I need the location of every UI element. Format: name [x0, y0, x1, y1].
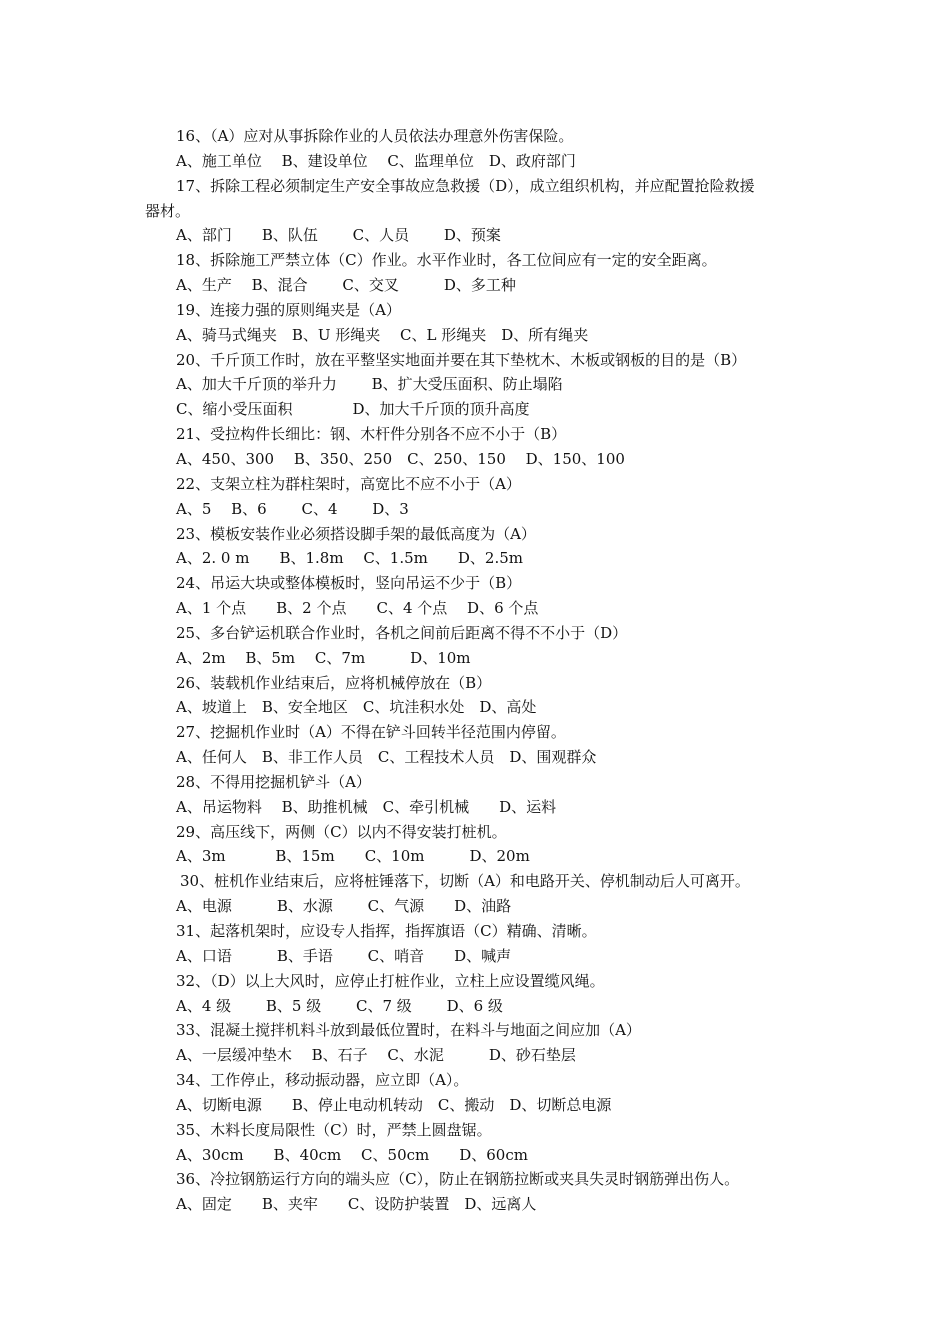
question-19: 19、连接力强的原则绳夹是（A） [176, 300, 401, 319]
options-23: A、2. 0 m B、1.8m C、1.5m D、2.5m [176, 549, 523, 568]
question-29: 29、高压线下，两侧（C）以内不得安装打桩机。 [176, 822, 507, 841]
question-18: 18、拆除施工严禁立体（C）作业。水平作业时，各工位间应有一定的安全距离。 [176, 251, 717, 270]
options-16: A、施工单位 B、建设单位 C、监理单位 D、政府部门 [176, 151, 576, 170]
options-24: A、1 个点 B、2 个点 C、4 个点 D、6 个点 [176, 599, 539, 618]
options-25: A、2m B、5m C、7m D、10m [176, 648, 471, 667]
options-31: A、口语 B、手语 C、哨音 D、喊声 [176, 946, 512, 965]
question-23: 23、模板安装作业必须搭设脚手架的最低高度为（A） [176, 524, 536, 543]
options-30: A、电源 B、水源 C、气源 D、油路 [176, 897, 512, 916]
options-21: A、450、300 B、350、250 C、250、150 D、150、100 [176, 449, 625, 468]
question-34: 34、工作停止，移动振动器，应立即（A）。 [176, 1071, 469, 1090]
question-list [145, 124, 845, 1217]
question-32: 32、（D）以上大风时，应停止打桩作业，立柱上应设置缆风绳。 [176, 971, 605, 990]
options-20-cd: C、缩小受压面积 D、加大千斤顶的顶升高度 [176, 400, 530, 419]
question-28: 28、不得用挖掘机铲斗（A） [176, 772, 371, 791]
question-17-continuation: 器材。 [145, 201, 191, 220]
question-27: 27、挖掘机作业时（A）不得在铲斗回转半径范围内停留。 [176, 723, 566, 742]
question-20: 20、千斤顶工作时，放在平整坚实地面并要在其下垫枕木、木板或钢板的目的是（B） [176, 350, 747, 369]
options-26: A、坡道上 B、安全地区 C、坑洼积水处 D、高处 [176, 698, 537, 717]
question-35: 35、木料长度局限性（C）时，严禁上圆盘锯。 [176, 1120, 492, 1139]
question-16: 16、（A）应对从事拆除作业的人员依法办理意外伤害保险。 [176, 127, 574, 145]
options-33: A、一层缓冲垫木 B、石子 C、水泥 D、砂石垫层 [176, 1046, 576, 1065]
options-22: A、5 B、6 C、4 D、3 [176, 499, 409, 518]
question-33: 33、混凝土搅拌机料斗放到最低位置时，在料斗与地面之间应加（A） [176, 1021, 641, 1040]
question-21: 21、受拉构件长细比：钢、木杆件分别各不应不小于（B） [176, 425, 567, 444]
options-17: A、部门 B、队伍 C、人员 D、预案 [176, 226, 501, 245]
question-22: 22、支架立柱为群柱架时，高宽比不应不小于（A） [176, 474, 521, 493]
options-28: A、吊运物料 B、助推机械 C、牵引机械 D、运料 [176, 797, 557, 816]
options-29: A、3m B、15m C、10m D、20m [176, 847, 530, 866]
options-32: A、4 级 B、5 级 C、7 级 D、6 级 [176, 996, 503, 1015]
options-18: A、生产 B、混合 C、交叉 D、多工种 [176, 276, 516, 295]
question-30: 30、桩机作业结束后，应将桩锤落下，切断（A）和电路开关、停机制动后人可离开。 [180, 872, 750, 891]
options-19: A、骑马式绳夹 B、U 形绳夹 C、L 形绳夹 D、所有绳夹 [176, 325, 589, 344]
question-26: 26、装载机作业结束后，应将机械停放在（B） [176, 673, 492, 692]
options-36: A、固定 B、夹牢 C、设防护装置 D、远离人 [176, 1195, 537, 1214]
question-31: 31、起落机架时，应设专人指挥，指挥旗语（C）精确、清晰。 [176, 922, 597, 940]
options-34: A、切断电源 B、停止电动机转动 C、搬动 D、切断总电源 [176, 1095, 612, 1114]
question-36: 36、冷拉钢筋运行方向的端头应（C），防止在钢筋拉断或夹具失灵时钢筋弹出伤人。 [176, 1170, 740, 1189]
question-24: 24、吊运大块或整体模板时，竖向吊运不少于（B） [176, 574, 522, 593]
options-27: A、任何人 B、非工作人员 C、工程技术人员 D、围观群众 [176, 748, 597, 767]
options-35: A、30cm B、40cm C、50cm D、60cm [176, 1145, 528, 1164]
question-25: 25、多台铲运机联合作业时，各机之间前后距离不得不不小于（D） [176, 623, 628, 642]
question-17: 17、拆除工程必须制定生产安全事故应急救援（D），成立组织机构，并应配置抢险救援 [176, 176, 755, 195]
options-20-ab: A、加大千斤顶的举升力 B、扩大受压面积、防止塌陷 [176, 375, 563, 394]
